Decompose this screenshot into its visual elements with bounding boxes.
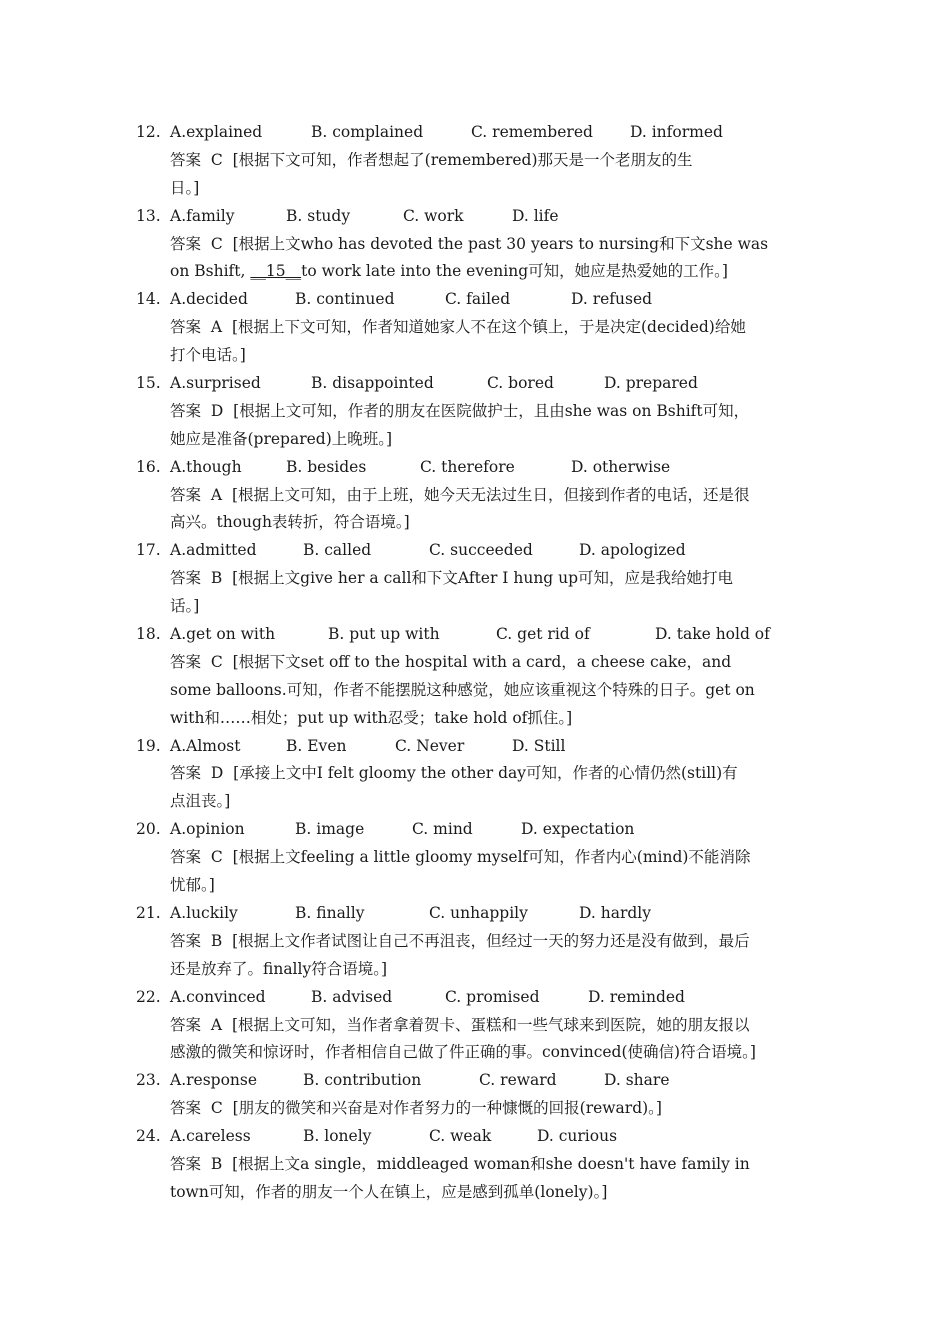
answer-label: 答案 [170,1099,202,1118]
question-number: 15. [136,374,161,393]
explanation-text: 话。] [170,597,200,616]
explanation-line [170,593,816,621]
explanation-text: [根据上文可知，作者的朋友在医院做护士，且由she was on Bshift可知， [233,401,750,420]
explanation-text: to work late into the evening可知，她应是热爱她的工作。] [301,262,728,281]
explanation-text: [根据上下文可知，作者知道她家人不在这个镇上，于是决定(decided)给她 [231,318,746,337]
option-c: C. weak [429,1127,492,1146]
explanation-text: on Bshift, [170,262,251,281]
option-a: A.response [170,1071,258,1090]
option-c: C. therefore [420,457,515,476]
explanation-text: 打个电话。] [170,346,246,365]
option-a: A.luckily [170,903,238,922]
explanation-line [170,314,816,342]
option-c: C. failed [445,290,511,309]
option-b: B. Even [286,736,347,755]
options-list [170,286,950,314]
answer-label: 答案 [170,1154,202,1173]
answer-block [170,314,816,370]
question-item [0,1123,950,1207]
question-item [0,733,950,817]
option-d: D. expectation [521,820,635,839]
explanation-line [170,147,816,175]
option-b: B. advised [311,987,393,1006]
answer-letter: C [210,848,223,867]
option-a: A.surprised [170,374,261,393]
explanation-line [170,1179,816,1207]
answer-block [170,1012,816,1068]
explanation-text: 她应是准备(prepared)上晚班。] [170,429,393,448]
question-number: 12. [136,123,161,141]
question-number: 21. [136,903,161,922]
answer-block [170,928,816,984]
answer-letter: C [210,1099,223,1118]
options-list [170,733,950,761]
option-c: C. bored [487,374,554,393]
explanation-line [170,1095,816,1123]
answer-block [170,231,816,287]
options-row [0,900,950,928]
explanation-text: some balloons.可知，作者不能摆脱这种感觉，她应该重视这个特殊的日子。get on [170,680,755,699]
question-number: 14. [136,290,161,309]
explanation-text: [朋友的微笑和兴奋是对作者努力的一种慷慨的回报(reward)。] [232,1099,662,1118]
option-b: B. disappointed [311,374,434,393]
answer-letter: C [210,652,223,671]
question-item [0,454,950,538]
explanation-text: 高兴。though表转折，符合语境。] [170,513,410,532]
explanation-text: 感激的微笑和惊讶时，作者相信自己做了件正确的事。convinced(使确信)符合语境。] [170,1043,756,1062]
option-d: D. reminded [588,987,685,1006]
answer-block [170,1151,816,1207]
question-number: 19. [136,736,161,755]
explanation-text: [根据上文可知，当作者拿着贺卡、蛋糕和一些气球来到医院，她的朋友报以 [231,1015,750,1034]
option-b: B. called [303,541,372,560]
option-c: C. reward [479,1071,557,1090]
options-row [0,119,950,147]
option-c: C. mind [412,820,473,839]
explanation-text: [根据上文feeling a little gloomy myself可知，作者内心(mind)不能消除 [232,848,751,867]
option-a: A.admitted [170,541,257,560]
options-row [0,370,950,398]
explanation-text: [根据下文set off to the hospital with a card，a cheese cake，and [232,652,732,671]
answer-block [170,147,816,203]
answer-label: 答案 [170,931,202,950]
answer-block [170,649,816,733]
question-item [0,984,950,1068]
option-a: A.Almost [170,736,241,755]
question-number: 23. [136,1071,161,1090]
explanation-line [170,1039,816,1067]
question-item [0,286,950,370]
options-row [0,537,950,565]
options-row [0,1123,950,1151]
explanation-line [170,258,816,286]
explanation-line [170,760,816,788]
options-list [170,119,950,147]
option-c: C. Never [395,736,465,755]
option-d: D. share [604,1071,670,1090]
explanation-text: [承接上文中I felt gloomy the other day可知，作者的心情仍然(still)有 [233,764,738,783]
option-d: D. refused [571,290,653,309]
answer-block [170,760,816,816]
explanation-line [170,1151,816,1179]
answer-label: 答案 [170,401,202,420]
question-item [0,119,950,203]
option-a: A.decided [170,290,248,309]
answer-label: 答案 [170,764,202,783]
explanation-line [170,705,816,733]
answer-letter: C [210,234,223,253]
options-list [170,537,950,565]
explanation-line [170,509,816,537]
answer-letter: D [210,401,224,420]
answer-letter: B [210,1154,223,1173]
explanation-text: 点沮丧。] [170,792,231,811]
answer-label: 答案 [170,1015,202,1034]
options-row [0,621,950,649]
option-c: C. unhappily [429,903,528,922]
explanation-line [170,649,816,677]
explanation-line [170,482,816,510]
option-b: B. image [295,820,365,839]
question-number: 22. [136,987,161,1006]
options-row [0,984,950,1012]
answer-block [170,1095,816,1123]
answer-letter: A [210,318,223,337]
options-row [0,733,950,761]
option-a: A.opinion [170,820,245,839]
explanation-line [170,928,816,956]
answer-label: 答案 [170,318,202,337]
option-a: A.get on with [170,625,276,644]
answer-letter: D [210,764,224,783]
question-number: 13. [136,206,161,225]
explanation-text: 日。] [170,178,200,197]
answer-letter: A [210,1015,223,1034]
explanation-text: [根据下文可知，作者想起了(remembered)那天是一个老朋友的生 [232,150,693,169]
options-list [170,1123,950,1151]
options-list [170,621,950,649]
explanation-text: 忧郁。] [170,876,215,895]
options-list [170,454,950,482]
question-item [0,900,950,984]
answer-letter: B [210,569,223,588]
explanation-text: [根据上文who has devoted the past 30 years to nursing和下文she was [232,234,769,253]
explanation-line [170,788,816,816]
question-item [0,1067,950,1123]
answer-label: 答案 [170,652,202,671]
option-d: D. prepared [604,374,698,393]
explanation-line [170,956,816,984]
option-a: A.careless [170,1127,251,1146]
question-number: 24. [136,1127,161,1146]
answer-label: 答案 [170,234,202,253]
explanation-text: [根据上文give her a call和下文After I hung up可知，应是我给她打电 [232,569,734,588]
explanation-text: [根据上文可知，由于上班，她今天无法过生日，但接到作者的电话，还是很 [231,485,750,504]
explanation-line [170,844,816,872]
options-list [170,900,950,928]
option-a: A.convinced [170,987,266,1006]
options-list [170,203,950,231]
explanation-line [170,872,816,900]
options-row [0,1067,950,1095]
option-d: D. otherwise [571,457,671,476]
option-d: D. take hold of [655,625,770,644]
explanation-text: with和……相处；put up with忍受；take hold of抓住。] [170,708,573,727]
options-list [170,984,950,1012]
explanation-text: town可知，作者的朋友一个人在镇上，应是感到孤单(lonely)。] [170,1182,608,1201]
option-c: C. get rid of [496,625,590,644]
option-a: A.family [170,206,235,225]
options-list [170,816,950,844]
explanation-text: [根据上文a single，middleaged woman和she doesn't have family in [232,1154,750,1173]
explanation-line [170,175,816,203]
option-b: B. complained [311,123,424,141]
answer-label: 答案 [170,150,202,169]
explanation-text: [根据上文作者试图让自己不再沮丧，但经过一天的努力还是没有做到，最后 [232,931,750,950]
question-number: 20. [136,820,161,839]
answer-letter: A [210,485,223,504]
option-c: C. succeeded [429,541,533,560]
question-item [0,370,950,454]
question-item [0,537,950,621]
blank-number: __15__ [250,262,302,281]
option-b: B. study [286,206,351,225]
option-b: B. besides [286,457,367,476]
answer-label: 答案 [170,485,202,504]
question-number: 16. [136,457,161,476]
option-d: D. Still [512,736,566,755]
explanation-line [170,231,816,259]
option-d: D. apologized [579,541,686,560]
options-list [170,370,950,398]
answer-key-document [0,119,950,1207]
option-c: C. work [403,206,464,225]
options-list [170,1067,950,1095]
explanation-line [170,1012,816,1040]
option-a: A.explained [170,123,263,141]
option-c: C. remembered [471,123,593,141]
explanation-line [170,677,816,705]
question-number: 18. [136,625,161,644]
question-item [0,621,950,733]
answer-block [170,482,816,538]
option-d: D. informed [630,123,723,141]
option-b: B. put up with [328,625,440,644]
option-b: B. continued [295,290,395,309]
option-c: C. promised [445,987,540,1006]
options-row [0,454,950,482]
options-row [0,816,950,844]
explanation-line [170,342,816,370]
answer-label: 答案 [170,848,202,867]
question-item [0,203,950,287]
explanation-line [170,565,816,593]
option-a: A.though [170,457,242,476]
option-d: D. life [512,206,559,225]
explanation-line [170,398,816,426]
answer-label: 答案 [170,569,202,588]
option-d: D. hardly [579,903,651,922]
option-b: B. contribution [303,1071,422,1090]
option-d: D. curious [537,1127,618,1146]
explanation-line [170,426,816,454]
options-row [0,286,950,314]
answer-letter: C [210,150,223,169]
question-item [0,816,950,900]
answer-letter: B [210,931,223,950]
answer-block [170,844,816,900]
answer-block [170,565,816,621]
options-row [0,203,950,231]
explanation-text: 还是放弃了。finally符合语境。] [170,959,388,978]
option-b: B. lonely [303,1127,372,1146]
option-b: B. finally [295,903,365,922]
question-number: 17. [136,541,161,560]
answer-block [170,398,816,454]
